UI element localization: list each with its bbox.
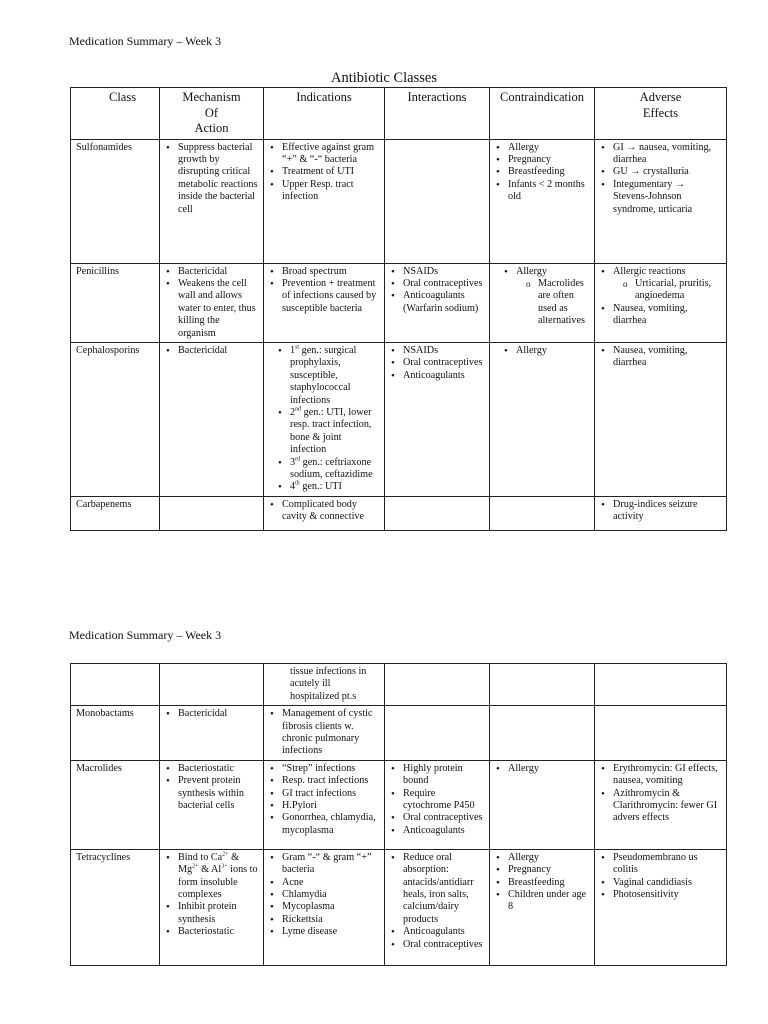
list-item: • GU → crystalluria (613, 166, 722, 178)
table-row (71, 263, 727, 342)
adverse-effects-cell (595, 496, 727, 530)
col-header-adverse-effects: Adverse Effects (595, 88, 727, 140)
generation-number: 2 (290, 406, 296, 418)
ion-charge: 3+ (221, 863, 228, 870)
generation-number: 4 (290, 481, 296, 493)
page-header: Medication Summary – Week 3 (69, 628, 222, 642)
adverse-effects-cell (595, 706, 727, 761)
list-item (290, 457, 380, 482)
list-item: • Nausea, vomiting, diarrhea (613, 303, 722, 328)
list-item: • Prevention + treatment of infections caused by susceptible bacteria (282, 278, 380, 315)
mechanism-cell (160, 849, 264, 965)
list-item (290, 345, 380, 407)
list-item: • Children under age 8 (508, 889, 590, 914)
list-item: • Allergy (516, 345, 590, 357)
list-item: • Broad spectrum (282, 266, 380, 278)
col-header-class: Class (71, 88, 160, 140)
class-name: Sulfonamides (71, 139, 160, 263)
list-item: • Oral contraceptives (403, 939, 485, 951)
list-item: • GI tract infections (282, 788, 380, 800)
class-name: Macrolides (71, 760, 160, 849)
list-item: • Management of cystic fibrosis clients w. chronic pulmonary infections (282, 708, 380, 758)
ion-charge: 2+ (192, 863, 199, 870)
col-header-interactions: Interactions (385, 88, 490, 140)
class-name: Monobactams (71, 706, 160, 761)
generation-text: gen.: surgical prophylaxis, susceptible, staphylococcal infections (290, 344, 357, 406)
contraindications-cell (490, 706, 595, 761)
list-item: • Oral contraceptives (403, 357, 485, 369)
list-item: • Upper Resp. tract infection (282, 179, 380, 204)
sub-list-item: o Macrolides are often used as alternatives (538, 278, 590, 328)
mechanism-cell (160, 263, 264, 342)
ion-text: & Mg (178, 851, 240, 876)
list-item: • Reduce oral absorption: antacids/antidiarr heals, iron salts, calcium/dairy products (403, 852, 485, 926)
list-item: • Effective against gram “+” & “-“ bacteria (282, 142, 380, 167)
ordinal-suffix: rd (295, 456, 301, 463)
list-item: • Bactericidal (178, 345, 259, 357)
list-item: • Integumentary → Stevens-Johnson syndrome, urticaria (613, 179, 722, 216)
list-item: • Anticoagulants (403, 825, 485, 837)
list-item: • Pregnancy (508, 864, 590, 876)
list-item: • Vaginal candidiasis (613, 877, 722, 889)
table-row (71, 496, 727, 530)
mechanism-cell (160, 706, 264, 761)
list-item: • Mycoplasma (282, 901, 380, 913)
list-item: • Infants < 2 months old (508, 179, 590, 204)
list-item: • Pseudomembrano us colitis (613, 852, 722, 877)
list-item: • Allergy (508, 852, 590, 864)
list-item: • Suppress bacterial growth by disrupting critical metabolic reactions inside the bacterial cell (178, 142, 259, 216)
list-item-text: Allergy (516, 265, 547, 277)
adverse-effects-cell (595, 263, 727, 342)
ordinal-suffix: th (295, 481, 300, 488)
indications-cell (264, 849, 385, 965)
list-item: • NSAIDs (403, 345, 485, 357)
ordinal-suffix: st (295, 344, 300, 351)
class-name: Penicillins (71, 263, 160, 342)
list-item: • Anticoagulants (403, 370, 485, 382)
ordinal-suffix: nd (295, 406, 302, 413)
list-item (290, 481, 380, 493)
contraindications-cell (490, 849, 595, 965)
list-item: • Chlamydia (282, 889, 380, 901)
indications-cell (264, 342, 385, 496)
list-item: • Bactericidal (178, 708, 259, 720)
continuation-cell: tissue infections in acutely ill hospitalized pt.s (264, 664, 385, 706)
indications-cell (264, 496, 385, 530)
list-item: • Bacteriostatic (178, 763, 259, 775)
mechanism-cell (160, 139, 264, 263)
table-row (71, 342, 727, 496)
table-row (71, 664, 727, 706)
list-item: • Oral contraceptives (403, 812, 485, 824)
indications-cell (264, 760, 385, 849)
contraindications-cell (490, 760, 595, 849)
list-item: • Treatment of UTI (282, 166, 380, 178)
list-item: • Drug-indices seizure activity (613, 499, 722, 524)
list-item: • Resp. tract infections (282, 775, 380, 787)
ion-text: Bind to Ca (178, 851, 223, 863)
adverse-effects-cell (595, 760, 727, 849)
list-item: • Oral contraceptives (403, 278, 485, 290)
list-item: • Breastfeeding (508, 166, 590, 178)
interactions-cell (385, 496, 490, 530)
class-name: Cephalosporins (71, 342, 160, 496)
list-item: • Breastfeeding (508, 877, 590, 889)
list-item: • Weakens the cell wall and allows water to enter, thus killing the organism (178, 278, 259, 340)
indications-cell (264, 263, 385, 342)
list-item: • Nausea, vomiting, diarrhea (613, 345, 722, 370)
list-item: • Pregnancy (508, 154, 590, 166)
interactions-cell (385, 139, 490, 263)
list-item: • Anticoagulants (Warfarin sodium) (403, 290, 485, 315)
class-name: Tetracyclines (71, 849, 160, 965)
list-item (613, 266, 722, 303)
generation-text: gen.: UTI (299, 481, 342, 493)
list-item: • Gram “-“ & gram “+” bacteria (282, 852, 380, 877)
list-item: • Photosensitivity (613, 889, 722, 901)
indications-cell (264, 706, 385, 761)
interactions-cell (385, 342, 490, 496)
contraindications-cell (490, 342, 595, 496)
list-item: • Allergy (508, 763, 590, 775)
contraindications-cell (490, 139, 595, 263)
interactions-cell (385, 263, 490, 342)
generation-text: gen.: ceftriaxone sodium, ceftazidime (290, 456, 373, 480)
interactions-cell (385, 760, 490, 849)
list-item (178, 852, 259, 902)
list-item: • Bacteriostatic (178, 926, 259, 938)
list-item: • Azithromycin & Clarithromycin: fewer GI advers effects (613, 788, 722, 825)
mechanism-cell (160, 760, 264, 849)
mechanism-cell (160, 496, 264, 530)
list-item: • Prevent protein synthesis within bacterial cells (178, 775, 259, 812)
ion-text: ions to form insoluble complexes (178, 864, 258, 901)
list-item: • “Strep” infections (282, 763, 380, 775)
list-item: • GI → nausea, vomiting, diarrhea (613, 142, 722, 167)
contraindications-cell (490, 496, 595, 530)
table-row (71, 706, 727, 761)
adverse-effects-cell (595, 342, 727, 496)
sub-list-item: o Urticarial, pruritis, angioedema (635, 278, 722, 303)
ion-text: & Al (198, 864, 222, 876)
list-item: • Require cytochrome P450 (403, 788, 485, 813)
list-item: • Acne (282, 877, 380, 889)
list-item: • Gonorrhea, chlamydia, mycoplasma (282, 812, 380, 837)
list-item: • Allergy (508, 142, 590, 154)
antibiotic-table-page1 (70, 87, 727, 531)
list-item-text: Allergic reactions (613, 265, 686, 277)
col-header-mechanism: Mechanism Of Action (160, 88, 264, 140)
adverse-effects-cell (595, 849, 727, 965)
list-item: • NSAIDs (403, 266, 485, 278)
list-item: • Highly protein bound (403, 763, 485, 788)
class-name: Carbapenems (71, 496, 160, 530)
antibiotic-table-page2 (70, 663, 727, 966)
generation-text: gen.: UTI, lower resp. tract infection, bone & joint infection (290, 406, 372, 456)
table-header-row (71, 88, 727, 140)
list-item: • Bactericidal (178, 266, 259, 278)
page-header: Medication Summary – Week 3 (69, 34, 222, 48)
interactions-cell (385, 849, 490, 965)
list-item: • Rickettsia (282, 914, 380, 926)
indications-cell (264, 139, 385, 263)
table-title: Antibiotic Classes (331, 70, 437, 86)
generation-number: 3 (290, 456, 296, 468)
interactions-cell (385, 706, 490, 761)
ion-charge: 2+ (222, 851, 229, 858)
table-row (71, 139, 727, 263)
list-item (516, 266, 590, 328)
list-item: • Complicated body cavity & connective (282, 499, 380, 524)
list-item: • Inhibit protein synthesis (178, 901, 259, 926)
adverse-effects-cell (595, 139, 727, 263)
list-item: • Anticoagulants (403, 926, 485, 938)
list-item: • Erythromycin: GI effects, nausea, vomiting (613, 763, 722, 788)
contraindications-cell (490, 263, 595, 342)
generation-number: 1 (290, 344, 296, 356)
mechanism-cell (160, 342, 264, 496)
list-item: • H.Pylori (282, 800, 380, 812)
col-header-indications: Indications (264, 88, 385, 140)
list-item (290, 407, 380, 457)
col-header-contraindication: Contraindication (490, 88, 595, 140)
list-item: • Lyme disease (282, 926, 380, 938)
table-row (71, 760, 727, 849)
table-row (71, 849, 727, 965)
